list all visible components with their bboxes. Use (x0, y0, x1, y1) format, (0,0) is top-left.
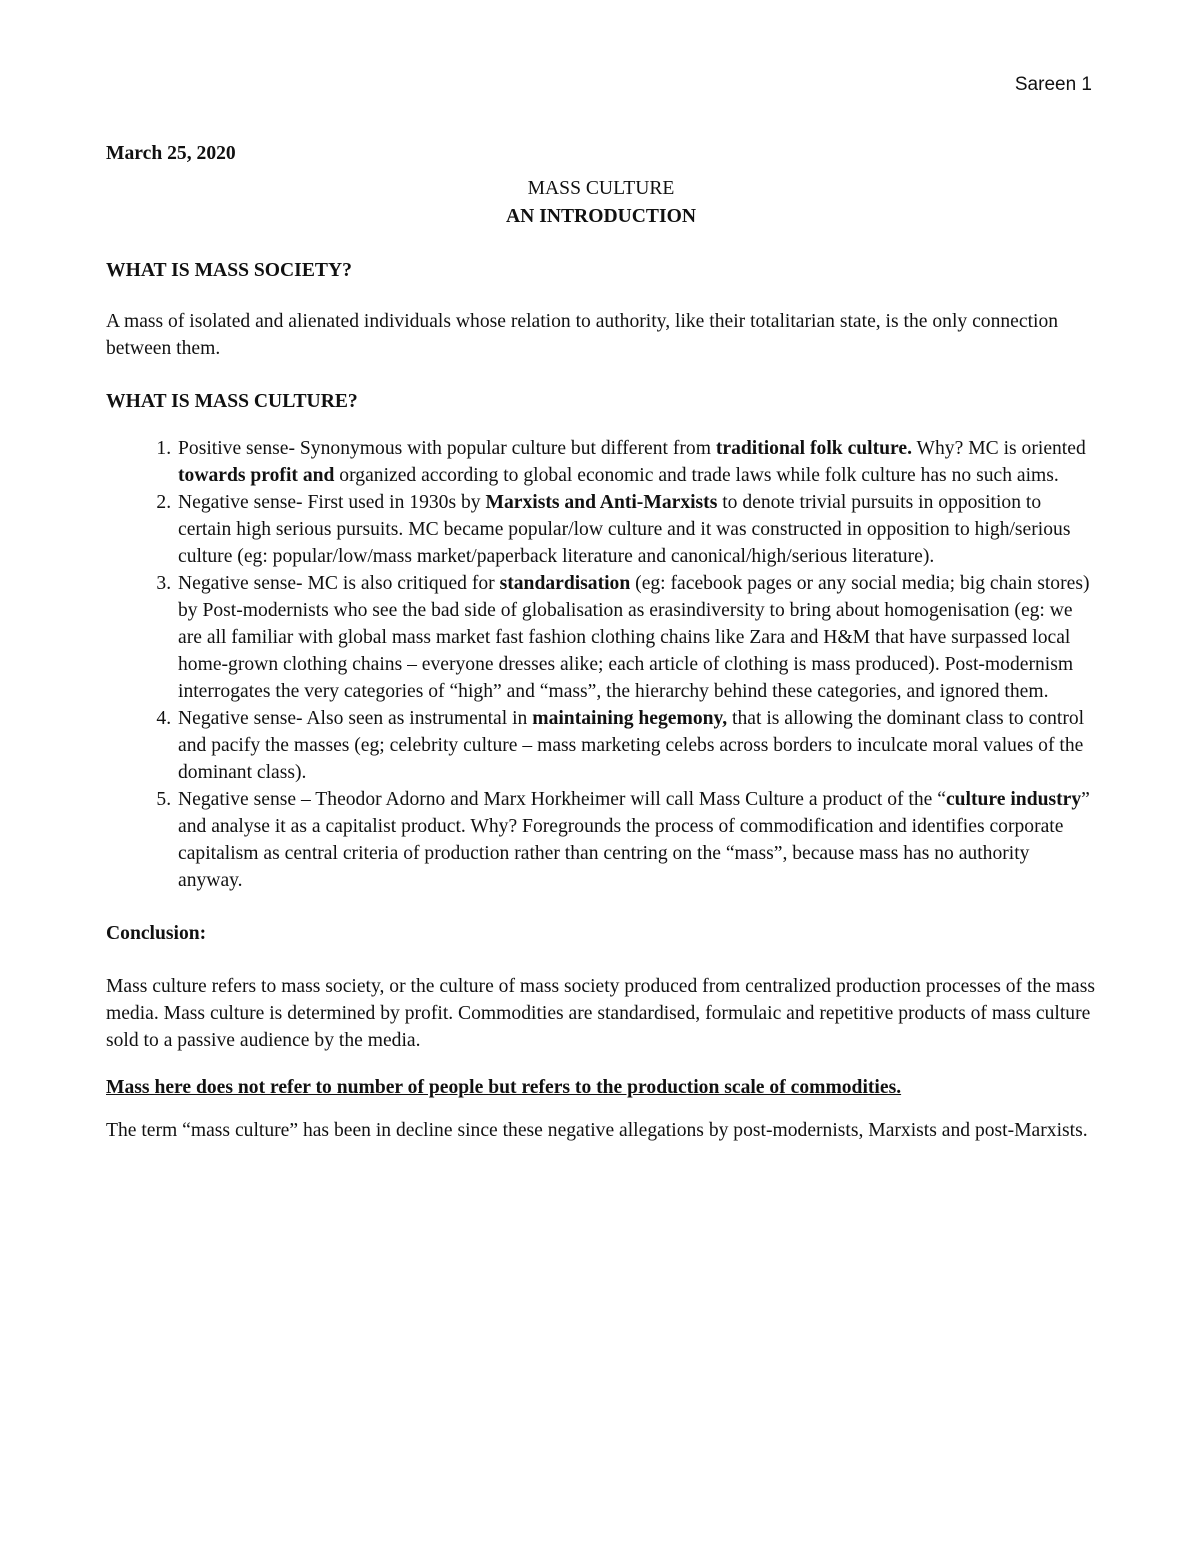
item-bold-text: maintaining hegemony, (532, 708, 728, 729)
item-text: Negative sense – Theodor Adorno and Marx Horkheimer will call Mass Culture a product of the “ (178, 789, 946, 810)
mass-culture-list (106, 435, 1096, 894)
title-line-2: AN INTRODUCTION (506, 206, 696, 227)
title-line-1: MASS CULTURE (527, 178, 675, 199)
section-heading-mass-society: WHAT IS MASS SOCIETY? (106, 260, 352, 281)
running-head: Sareen 1 (1014, 74, 1092, 95)
list-item (176, 786, 1096, 894)
item-bold-text: Marxists and Anti-Marxists (485, 492, 718, 513)
list-item (176, 570, 1096, 705)
item-text: (eg: facebook pages or any social media; big chain stores) by Post-modernists who see the bad side of globalisation as erasindiversity to bring about homogenisation (eg: we are all familiar with global mass market fast fashion clothing chains like Zara and H&M that have surpassed local home-grown clothing chains – everyone dresses alike; each article of clothing is mass produced). Post-modernism interrogates the very categories of “high” and “mass”, the hierarchy behind these categories, and ignored them. (178, 573, 1090, 702)
item-text: Why? MC is oriented (911, 438, 1086, 459)
list-item (176, 489, 1096, 570)
conclusion-emphasis: Mass here does not refer to number of people but refers to the production scale of commodities. (106, 1077, 902, 1098)
conclusion-heading: Conclusion: (106, 923, 207, 944)
item-text: organized according to global economic and trade laws while folk culture has no such aims. (334, 465, 1059, 486)
item-text: Negative sense- Also seen as instrumental in (178, 708, 533, 729)
item-bold-text: traditional folk culture. (715, 438, 912, 459)
list-item (176, 705, 1096, 786)
list-item (176, 435, 1096, 489)
item-text: to denote trivial pursuits in opposition to certain high serious pursuits. MC became popular/low culture and it was constructed in opposition to high/serious culture (eg: popular/low/mass market/paperback literature and canonical/high/serious literature). (178, 492, 1071, 567)
item-text: that is allowing the dominant class to control and pacify the masses (eg; celebrity culture – mass marketing celebs across borders to inculcate moral values of the dominant class). (178, 708, 1085, 783)
mass-society-definition: A mass of isolated and alienated individuals whose relation to authority, like their totalitarian state, is the only connection between them. (106, 311, 1059, 359)
document-body (106, 140, 1096, 1144)
document-title (106, 175, 1096, 231)
item-text: Positive sense- Synonymous with popular culture but different from (178, 438, 716, 459)
closing-paragraph: The term “mass culture” has been in decline since these negative allegations by post-modernists, Marxists and post-Marxists. (106, 1120, 1088, 1141)
item-text: Negative sense- First used in 1930s by (178, 492, 486, 513)
item-text: Negative sense- MC is also critiqued for (178, 573, 500, 594)
item-bold-text: standardisation (499, 573, 631, 594)
item-bold-text: culture industry (945, 789, 1082, 810)
conclusion-text: Mass culture refers to mass society, or the culture of mass society produced from centralized production processes of the mass media. Mass culture is determined by profit. Commodities are standardised, formulaic and repetitive products of mass culture sold to a passive audience by the media. (106, 976, 1095, 1051)
item-bold-text: towards profit and (178, 465, 335, 486)
section-heading-mass-culture: WHAT IS MASS CULTURE? (106, 391, 358, 412)
item-text: ” and analyse it as a capitalist product. Why? Foregrounds the process of commodification and identifies corporate capitalism as central criteria of production rather than centring on the “mass”, because mass has no authority anyway. (178, 789, 1090, 891)
document-date: March 25, 2020 (106, 143, 236, 164)
